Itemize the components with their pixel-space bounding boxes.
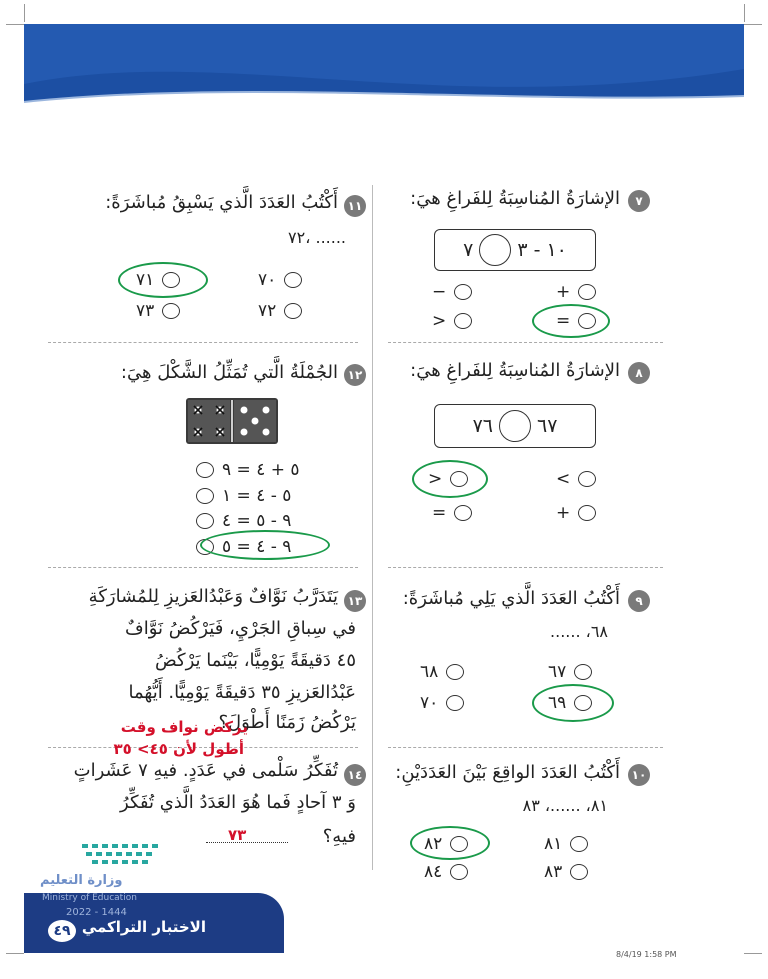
domino-image xyxy=(186,398,278,444)
option-bubble[interactable] xyxy=(446,664,464,680)
option-bubble[interactable] xyxy=(578,505,596,521)
answer-ring xyxy=(410,826,490,860)
option-bubble[interactable] xyxy=(578,471,596,487)
question-text: أَكْتُبُ العَدَدَ الَّذي يَسْبِقُ مُباشَرَةً: xyxy=(105,192,338,213)
answer-ring xyxy=(532,304,610,338)
option[interactable]: < xyxy=(556,469,596,489)
blank-circle xyxy=(479,234,511,266)
section-divider xyxy=(388,342,663,343)
banner-wave xyxy=(24,24,744,114)
option-correct[interactable]: = xyxy=(556,311,596,331)
option-bubble[interactable] xyxy=(574,664,592,680)
ministry-logo-icon xyxy=(80,840,164,870)
option[interactable]: ٧٠ xyxy=(258,270,302,290)
option-correct[interactable]: ٨٢ xyxy=(424,834,468,854)
crop-mark xyxy=(6,953,24,972)
given-numbers: ...... ،٧٢ xyxy=(288,228,346,247)
option-correct[interactable]: > xyxy=(428,469,468,489)
ministry-name-en: Ministry of Education xyxy=(42,893,137,903)
option[interactable]: ٦٨ xyxy=(420,662,464,682)
print-timestamp: 8/4/19 1:58 PM xyxy=(616,950,677,959)
page-number: ٤٩ xyxy=(48,920,76,942)
option-correct[interactable]: ٧١ xyxy=(136,270,180,290)
question-line: عَبْدُالعَزيزِ ٣٥ دَقيقَةً يَوْمِيًّا. أَيُّهُما xyxy=(128,682,356,703)
expression-box xyxy=(434,229,596,271)
option-bubble[interactable] xyxy=(196,488,214,504)
question-line: في سِباقِ الجَرْيِ، فَيَرْكُضُ نَوَّافٌ xyxy=(125,618,356,639)
expr-right: ٧٦ xyxy=(472,415,493,437)
option-bubble[interactable] xyxy=(196,513,214,529)
option-bubble[interactable] xyxy=(454,505,472,521)
question-number: ٨ xyxy=(628,362,650,384)
option-bubble[interactable] xyxy=(446,695,464,711)
option-bubble[interactable] xyxy=(570,864,588,880)
ministry-name-ar: وزارة التعليم xyxy=(40,873,123,888)
question-line: وَ ٣ آحادٍ فَما هُوَ العَدَدُ الَّذي تُفَكِّرُ xyxy=(120,792,356,813)
section-divider xyxy=(48,567,358,568)
option-bubble[interactable] xyxy=(162,303,180,319)
answer-ring xyxy=(200,530,330,560)
option[interactable]: ٦٧ xyxy=(548,662,592,682)
option-bubble[interactable] xyxy=(578,284,596,300)
option[interactable]: ٨٤ xyxy=(424,862,468,882)
given-numbers: ٦٨، ...... xyxy=(550,622,608,641)
handwritten-answer: ٧٣ xyxy=(228,826,247,844)
question-text: أَكْتُبُ العَدَدَ الَّذي يَلِي مُباشَرَةً: xyxy=(402,588,620,609)
option[interactable]: ٥ + ٤ = ٩ xyxy=(196,460,300,480)
question-number: ٩ xyxy=(628,590,650,612)
blank-circle xyxy=(499,410,531,442)
option[interactable]: ٧٢ xyxy=(258,301,302,321)
question-text: أَكْتُبُ العَدَدَ الواقِعَ بَيْنَ العَدَدَيْنِ: xyxy=(395,762,620,783)
option[interactable]: ٧٠ xyxy=(420,693,464,713)
answer-blank[interactable] xyxy=(206,842,288,843)
crop-mark xyxy=(24,4,43,22)
crop-mark xyxy=(744,4,763,22)
column-divider xyxy=(372,185,373,870)
question-number: ١٠ xyxy=(628,764,650,786)
expr-right: ٧ xyxy=(463,239,474,261)
question-number: ١١ xyxy=(344,195,366,217)
crop-mark xyxy=(744,24,762,43)
option-bubble[interactable] xyxy=(454,313,472,329)
option-bubble[interactable] xyxy=(454,284,472,300)
footer-title: الاختبار التراكمي xyxy=(81,918,206,936)
option-bubble[interactable] xyxy=(284,272,302,288)
section-divider xyxy=(48,342,358,343)
question-line: ٤٥ دَقيقَةً يَوْمِيًّا، بَيْنَما يَرْكُضُ xyxy=(154,650,356,671)
question-number: ١٢ xyxy=(344,364,366,386)
option[interactable]: > xyxy=(432,311,472,331)
option[interactable]: ٥ - ٤ = ١ xyxy=(196,486,291,506)
option-bubble[interactable] xyxy=(196,462,214,478)
question-line: يَرْكُضُ زَمَنًا أَطْوَلَ؟ xyxy=(218,712,356,733)
option[interactable]: + xyxy=(556,282,596,302)
question-text: الجُمْلَةُ الَّتي تُمَثِّلُ الشَّكْلَ هِيَ: xyxy=(120,362,338,383)
option[interactable]: + xyxy=(556,503,596,523)
question-line: فيهِ؟ xyxy=(322,826,356,847)
crop-mark xyxy=(744,953,762,972)
option[interactable]: = xyxy=(432,503,472,523)
question-text: الإشارَةُ المُناسِبَةُ لِلفَراغِ هيَ: xyxy=(410,188,620,209)
option[interactable]: ٧٣ xyxy=(136,301,180,321)
given-numbers: ٨١، ......، ٨٣ xyxy=(522,796,608,815)
option-bubble[interactable] xyxy=(450,864,468,880)
option-bubble[interactable] xyxy=(570,836,588,852)
option[interactable]: ٨٣ xyxy=(544,862,588,882)
question-text: الإشارَةُ المُناسِبَةُ لِلفَراغِ هيَ: xyxy=(410,360,620,381)
question-number: ٧ xyxy=(628,190,650,212)
handwritten-answer: يركض نواف وقت xyxy=(120,718,248,736)
question-line: يَتَدَرَّبُ نَوَّافٌ وَعَبْدُالعَزيزِ لِلمُشارَكَةِ xyxy=(88,586,338,607)
option-correct[interactable]: ٦٩ xyxy=(548,693,592,713)
question-number: ١٤ xyxy=(344,764,366,786)
crop-mark xyxy=(6,24,24,43)
section-divider xyxy=(388,567,663,568)
header-banner xyxy=(24,24,744,114)
answer-ring xyxy=(532,684,614,722)
expr-left: ٦٧ xyxy=(537,415,558,437)
expr-left: ١٠ - ٣ xyxy=(517,239,567,261)
option-correct[interactable]: ٩ - ٤ = ٥ xyxy=(196,537,291,557)
edition-year: 2022 - 1444 xyxy=(66,907,127,918)
option[interactable]: ٩ - ٥ = ٤ xyxy=(196,511,291,531)
answer-ring xyxy=(412,460,488,498)
option-bubble[interactable] xyxy=(284,303,302,319)
question-line: تُفَكِّرُ سَلْمى في عَدَدٍ. فيهِ ٧ عَشَراتٍ xyxy=(73,760,338,781)
handwritten-answer: أطول لأن ٤٥> ٣٥ xyxy=(113,740,244,758)
option[interactable]: ٨١ xyxy=(544,834,588,854)
question-number: ١٣ xyxy=(344,590,366,612)
expression-box xyxy=(434,404,596,448)
section-divider xyxy=(388,747,663,748)
option[interactable]: − xyxy=(432,282,472,302)
answer-ring xyxy=(118,262,208,298)
